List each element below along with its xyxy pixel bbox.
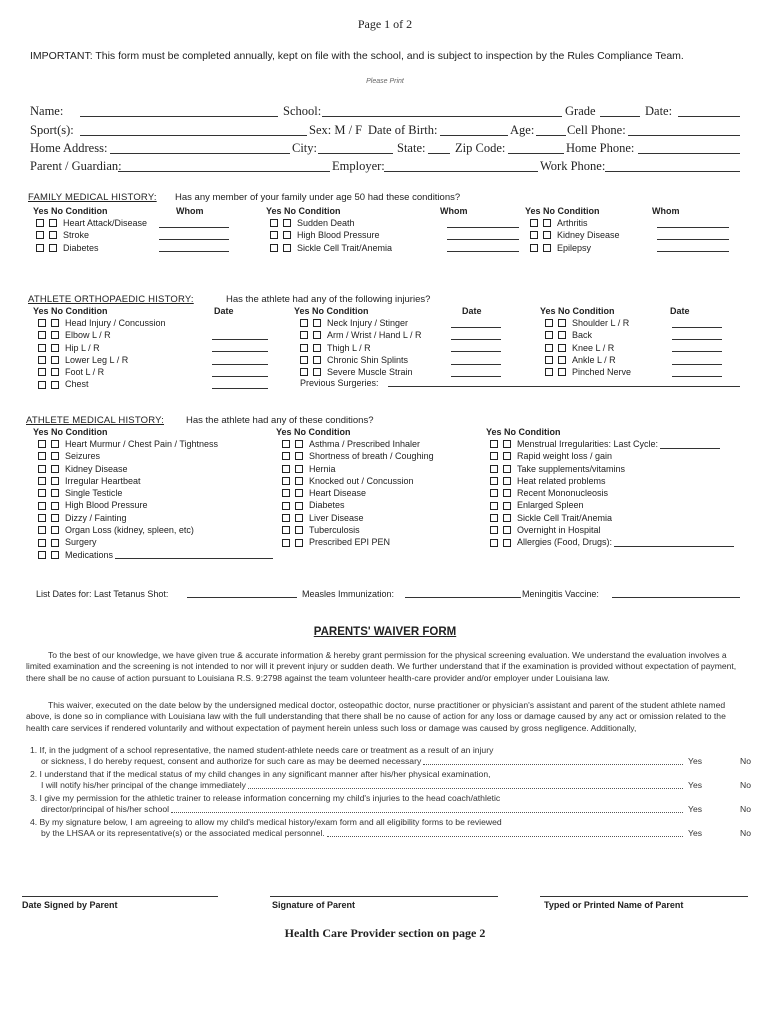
yes-checkbox[interactable] [282,514,290,522]
signature-label: Signature of Parent [272,900,356,910]
no-checkbox[interactable] [295,514,303,522]
condition-row: Allergies (Food, Drugs): [490,536,752,548]
ortho-col1 [38,317,268,391]
name-field[interactable] [80,106,278,117]
yes-checkbox[interactable] [38,526,46,534]
no-checkbox[interactable] [51,331,59,339]
no-option[interactable]: No [740,780,751,790]
yes-checkbox[interactable] [270,231,278,239]
employer-label: Employer: [332,159,385,173]
waiver-item: 3. I give my permission for the athletic trainer to release information concerning my child's injuries to the head coach/athletic director/principal of his/her school Yes No [30,793,751,815]
condition-row: Sickle Cell Trait/Anemia [270,242,520,254]
condition-row: Liver Disease [282,512,482,524]
condition-row: Dizzy / Fainting [38,512,273,524]
yes-option[interactable]: Yes [688,828,703,838]
no-checkbox[interactable] [51,344,59,352]
no-checkbox[interactable] [51,368,59,376]
no-checkbox[interactable] [313,331,321,339]
condition-row: Neck Injury / Stinger [300,317,515,329]
date-field[interactable] [451,356,501,365]
no-checkbox[interactable] [51,551,59,559]
date-field[interactable] [672,343,722,352]
date-label: Date: [645,104,673,118]
ortho-history-question: Has the athlete had any of the following injuries? [226,294,431,305]
yes-checkbox[interactable] [270,219,278,227]
ortho-col1-date: Date [214,306,234,316]
no-checkbox[interactable] [49,244,57,252]
yes-checkbox[interactable] [38,477,46,485]
yes-checkbox[interactable] [300,331,308,339]
condition-row: High Blood Pressure [38,499,273,511]
condition-row: Tuberculosis [282,524,482,536]
medical-col3 [490,438,752,549]
medical-col1 [38,438,273,561]
medical-col1-header: Yes No Condition [33,427,108,437]
ortho-col2-date: Date [462,306,482,316]
date-field[interactable] [672,356,722,365]
condition-row: Chronic Shin Splints [300,354,515,366]
condition-row: Take supplements/vitamins [490,463,752,475]
yes-option[interactable]: Yes [688,804,703,814]
yes-checkbox[interactable] [530,244,538,252]
measles-label: Measles Immunization: [302,589,395,599]
condition-row: Arthritis [530,217,740,229]
ortho-col3-header: Yes No Condition [540,306,615,316]
work-phone-label: Work Phone: [540,159,606,173]
family-history-title: FAMILY MEDICAL HISTORY: [28,192,157,203]
family-col2-whom: Whom [440,206,468,216]
condition-row: Heart Attack/Disease [36,217,246,229]
yes-checkbox[interactable] [490,452,498,460]
no-checkbox[interactable] [283,244,291,252]
yes-checkbox[interactable] [545,356,553,364]
medical-history-question: Has the athlete had any of these conditions? [186,415,374,426]
condition-row: Overnight in Hospital [490,524,752,536]
yes-checkbox[interactable] [38,465,46,473]
yes-checkbox[interactable] [38,440,46,448]
school-label: School: [283,104,322,118]
state-field[interactable] [428,143,450,154]
whom-field[interactable] [159,219,229,228]
no-checkbox[interactable] [295,489,303,497]
condition-row: Ankle L / R [545,354,745,366]
no-checkbox[interactable] [313,344,321,352]
yes-checkbox[interactable] [38,344,46,352]
no-checkbox[interactable] [51,514,59,522]
no-checkbox[interactable] [503,440,511,448]
no-option[interactable]: No [740,756,751,766]
no-checkbox[interactable] [295,526,303,534]
cell-phone-label: Cell Phone: [567,123,626,137]
condition-row: Shoulder L / R [545,317,745,329]
yes-checkbox[interactable] [38,489,46,497]
condition-row: Hip L / R [38,342,268,354]
no-checkbox[interactable] [503,477,511,485]
date-signed-label: Date Signed by Parent [22,900,118,910]
yes-checkbox[interactable] [282,477,290,485]
no-checkbox[interactable] [503,514,511,522]
grade-label: Grade [565,104,596,118]
tetanus-field[interactable] [187,589,297,598]
city-label: City: [292,141,318,155]
medical-history-title: ATHLETE MEDICAL HISTORY: [26,415,165,426]
employer-field[interactable] [384,161,538,172]
yes-checkbox[interactable] [38,319,46,327]
condition-row: Enlarged Spleen [490,499,752,511]
school-field[interactable] [322,106,562,117]
condition-row: Sudden Death [270,217,520,229]
yes-checkbox[interactable] [300,319,308,327]
no-checkbox[interactable] [543,231,551,239]
condition-row: Pinched Nerve [545,366,745,378]
no-option[interactable]: No [740,828,751,838]
important-notice: IMPORTANT: This form must be completed annually, kept on file with the school, and is subject to inspection by the Rules Compliance Team. [30,50,684,62]
yes-checkbox[interactable] [38,356,46,364]
no-checkbox[interactable] [295,440,303,448]
waiver-title: PARENTS' WAIVER FORM [313,626,457,638]
date-field[interactable] [672,319,722,328]
no-checkbox[interactable] [558,319,566,327]
yes-checkbox[interactable] [490,477,498,485]
no-checkbox[interactable] [295,465,303,473]
yes-checkbox[interactable] [490,539,498,547]
no-checkbox[interactable] [51,319,59,327]
yes-option[interactable]: Yes [688,756,703,766]
ortho-history-title: ATHLETE ORTHOPAEDIC HISTORY: [28,294,194,305]
yes-checkbox[interactable] [282,526,290,534]
no-checkbox[interactable] [503,452,511,460]
yes-checkbox[interactable] [545,319,553,327]
yes-checkbox[interactable] [36,231,44,239]
condition-row: High Blood Pressure [270,229,520,241]
yes-checkbox[interactable] [282,440,290,448]
condition-row: Organ Loss (kidney, spleen, etc) [38,524,273,536]
yes-checkbox[interactable] [490,526,498,534]
condition-row: Rapid weight loss / gain [490,450,752,462]
zip-label: Zip Code: [455,141,506,155]
yes-checkbox[interactable] [545,368,553,376]
no-checkbox[interactable] [51,465,59,473]
date-field[interactable] [212,356,268,365]
yes-checkbox[interactable] [38,381,46,389]
previous-surgeries-field[interactable] [388,378,740,387]
yes-checkbox[interactable] [38,514,46,522]
no-checkbox[interactable] [295,539,303,547]
condition-row: Arm / Wrist / Hand L / R [300,329,515,341]
waiver-item: 1. If, in the judgment of a school representative, the named student-athlete needs care or treatment as a result of an injury or sickness, I do hereby request, consent and authorize for such care as may be deemed necessary Yes No [30,745,751,767]
no-checkbox[interactable] [295,502,303,510]
family-col3-whom: Whom [652,206,680,216]
no-checkbox[interactable] [543,244,551,252]
whom-field[interactable] [657,219,729,228]
yes-option[interactable]: Yes [688,780,703,790]
ortho-col2-header: Yes No Condition [294,306,369,316]
yes-checkbox[interactable] [38,368,46,376]
condition-row: Seizures [38,450,273,462]
condition-row: Foot L / R [38,366,268,378]
sex-label: Sex: M / F [309,123,363,137]
no-checkbox[interactable] [51,477,59,485]
whom-field[interactable] [159,231,229,240]
whom-field[interactable] [657,231,729,240]
condition-row: Kidney Disease [530,229,740,241]
city-field[interactable] [318,143,393,154]
family-col2 [270,217,520,254]
age-label: Age: [510,123,535,137]
whom-field[interactable] [657,243,729,252]
no-checkbox[interactable] [51,539,59,547]
meningitis-label: Meningitis Vaccine: [522,589,599,599]
condition-row: Heat related problems [490,475,752,487]
yes-checkbox[interactable] [36,219,44,227]
ortho-col2 [300,317,515,378]
no-checkbox[interactable] [295,477,303,485]
no-checkbox[interactable] [503,465,511,473]
medical-col2-header: Yes No Condition [276,427,351,437]
condition-row: Knee L / R [545,342,745,354]
date-field[interactable] [451,368,501,377]
yes-checkbox[interactable] [530,219,538,227]
condition-row: Stroke [36,229,246,241]
date-field[interactable] [451,319,501,328]
condition-row: Surgery [38,536,273,548]
whom-field[interactable] [447,243,519,252]
date-field[interactable] [451,331,501,340]
date-field[interactable] [212,331,268,340]
yes-checkbox[interactable] [38,502,46,510]
yes-checkbox[interactable] [282,465,290,473]
yes-checkbox[interactable] [36,244,44,252]
parent-field[interactable] [118,161,330,172]
yes-checkbox[interactable] [300,368,308,376]
condition-row: Sickle Cell Trait/Anemia [490,512,752,524]
page-number: Page 1 of 2 [357,17,413,31]
yes-checkbox[interactable] [490,465,498,473]
condition-row: Prescribed EPI PEN [282,536,482,548]
yes-checkbox[interactable] [545,344,553,352]
family-col2-header: Yes No Condition [266,206,341,216]
yes-checkbox[interactable] [38,331,46,339]
measles-field[interactable] [405,589,521,598]
work-phone-field[interactable] [605,161,740,172]
condition-row: Menstrual Irregularities: Last Cycle: [490,438,752,450]
condition-row: Heart Murmur / Chest Pain / Tightness [38,438,273,450]
condition-row: Hernia [282,463,482,475]
yes-checkbox[interactable] [300,344,308,352]
waiver-paragraph-2: This waiver, executed on the date below by the undersigned medical doctor, osteopathic doctor, nurse practitioner or physician's assistant and parent of the student athlete named above, is done so in compliance with Louisiana law with the full understanding that there shall be no cause of action for any loss or damage caused by any act or omission related to the health care services if rendered voluntarily and without expectation of payment herein unless such loss or damage was caused by gross negligence. Additionally, [26,700,726,733]
date-field[interactable] [672,331,722,340]
no-checkbox[interactable] [283,231,291,239]
no-checkbox[interactable] [313,356,321,364]
condition-row: Thigh L / R [300,342,515,354]
yes-checkbox[interactable] [545,331,553,339]
no-checkbox[interactable] [558,344,566,352]
condition-row: Lower Leg L / R [38,354,268,366]
grade-field[interactable] [600,106,640,117]
waiver-items [30,745,750,841]
condition-row: Medications [38,549,273,561]
family-col1 [36,217,246,254]
date-field[interactable] [212,380,268,389]
ortho-col1-header: Yes No Condition [33,306,108,316]
condition-row: Chest [38,378,268,390]
family-history-question: Has any member of your family under age 50 had these conditions? [175,192,461,203]
no-checkbox[interactable] [543,219,551,227]
medications-field[interactable] [115,550,273,559]
whom-field[interactable] [447,231,519,240]
typed-name-line[interactable] [540,896,748,897]
condition-row: Asthma / Prescribed Inhaler [282,438,482,450]
family-col3-header: Yes No Condition [525,206,600,216]
date-field[interactable] [212,368,268,377]
no-checkbox[interactable] [558,356,566,364]
sports-label: Sport(s): [30,123,74,137]
condition-row: Single Testicle [38,487,273,499]
parent-label: Parent / Guardian: [30,159,122,173]
home-phone-label: Home Phone: [566,141,635,155]
footer-note: Health Care Provider section on page 2 [284,926,486,940]
date-signed-line[interactable] [22,896,218,897]
waiver-item: 2. I understand that if the medical status of my child changes in any significant manner after his/her physical examination, I will notify his/her principal of the change immediately Yes No [30,769,751,791]
medical-col3-header: Yes No Condition [486,427,561,437]
no-option[interactable]: No [740,804,751,814]
last-cycle-field[interactable] [660,440,720,449]
no-checkbox[interactable] [313,319,321,327]
no-checkbox[interactable] [51,452,59,460]
date-field[interactable] [212,343,268,352]
no-checkbox[interactable] [558,331,566,339]
cell-phone-field[interactable] [628,125,740,136]
condition-row: Irregular Heartbeat [38,475,273,487]
date-field[interactable] [678,106,740,117]
signature-line[interactable] [270,896,498,897]
yes-checkbox[interactable] [282,489,290,497]
no-checkbox[interactable] [503,502,511,510]
tetanus-label: List Dates for: Last Tetanus Shot: [36,589,169,599]
please-print: Please Print [366,78,404,85]
waiver-item: 4. By my signature below, I am agreeing to allow my child's medical history/exam form and all eligibility forms to be reviewed by the LHSAA or its representative(s) or the associated medical personnel. Yes No [30,817,751,839]
condition-row: Recent Mononucleosis [490,487,752,499]
yes-checkbox[interactable] [282,539,290,547]
medical-col2 [282,438,482,549]
no-checkbox[interactable] [51,356,59,364]
date-field[interactable] [451,343,501,352]
yes-checkbox[interactable] [270,244,278,252]
waiver-paragraph-1: To the best of our knowledge, we have given true & accurate information & hereby grant permission for the physical screening evaluation. We understand the evaluation involves a limited examination and the screening is not intended to nor will it prevent injury or sudden death. We further understand that if the examination is provided without expectation of payment, there shall be no cause of action pursuant to Louisiana R.S. 9:2798 against the team volunteer health-care provider and/or employer under Louisiana law. [26,650,737,683]
home-address-field[interactable] [110,143,290,154]
whom-field[interactable] [159,243,229,252]
no-checkbox[interactable] [313,368,321,376]
family-col1-header: Yes No Condition [33,206,108,216]
no-checkbox[interactable] [503,526,511,534]
condition-row: Epilepsy [530,242,740,254]
whom-field[interactable] [447,219,519,228]
dob-label: Date of Birth: [368,123,438,137]
no-checkbox[interactable] [503,539,511,547]
condition-row: Knocked out / Concussion [282,475,482,487]
no-checkbox[interactable] [51,502,59,510]
age-field[interactable] [536,125,566,136]
condition-row: Head Injury / Concussion [38,317,268,329]
condition-row: Elbow L / R [38,329,268,341]
no-checkbox[interactable] [51,489,59,497]
no-checkbox[interactable] [49,219,57,227]
yes-checkbox[interactable] [490,502,498,510]
yes-checkbox[interactable] [300,356,308,364]
no-checkbox[interactable] [503,489,511,497]
ortho-col3-date: Date [670,306,690,316]
no-checkbox[interactable] [51,381,59,389]
meningitis-field[interactable] [612,589,740,598]
yes-checkbox[interactable] [38,551,46,559]
dob-field[interactable] [440,125,508,136]
home-phone-field[interactable] [638,143,740,154]
condition-row: Diabetes [36,242,246,254]
condition-row: Kidney Disease [38,463,273,475]
family-col1-whom: Whom [176,206,204,216]
no-checkbox[interactable] [51,526,59,534]
sports-field[interactable] [80,125,307,136]
yes-checkbox[interactable] [490,440,498,448]
yes-checkbox[interactable] [38,452,46,460]
home-address-label: Home Address: [30,141,108,155]
yes-checkbox[interactable] [530,231,538,239]
condition-row: Diabetes [282,499,482,511]
typed-name-label: Typed or Printed Name of Parent [544,900,684,910]
state-label: State: [397,141,426,155]
yes-checkbox[interactable] [490,489,498,497]
no-checkbox[interactable] [295,452,303,460]
previous-surgeries-label: Previous Surgeries: [300,378,379,388]
no-checkbox[interactable] [49,231,57,239]
ortho-col3 [545,317,745,378]
condition-row: Back [545,329,745,341]
family-col3 [530,217,740,254]
condition-row: Heart Disease [282,487,482,499]
condition-row: Severe Muscle Strain [300,366,515,378]
zip-field[interactable] [508,143,564,154]
name-label: Name: [30,104,64,118]
allergies-field[interactable] [614,538,734,547]
yes-checkbox[interactable] [490,514,498,522]
yes-checkbox[interactable] [282,502,290,510]
yes-checkbox[interactable] [38,539,46,547]
no-checkbox[interactable] [558,368,566,376]
yes-checkbox[interactable] [282,452,290,460]
date-field[interactable] [672,368,722,377]
no-checkbox[interactable] [283,219,291,227]
no-checkbox[interactable] [51,440,59,448]
condition-row: Shortness of breath / Coughing [282,450,482,462]
